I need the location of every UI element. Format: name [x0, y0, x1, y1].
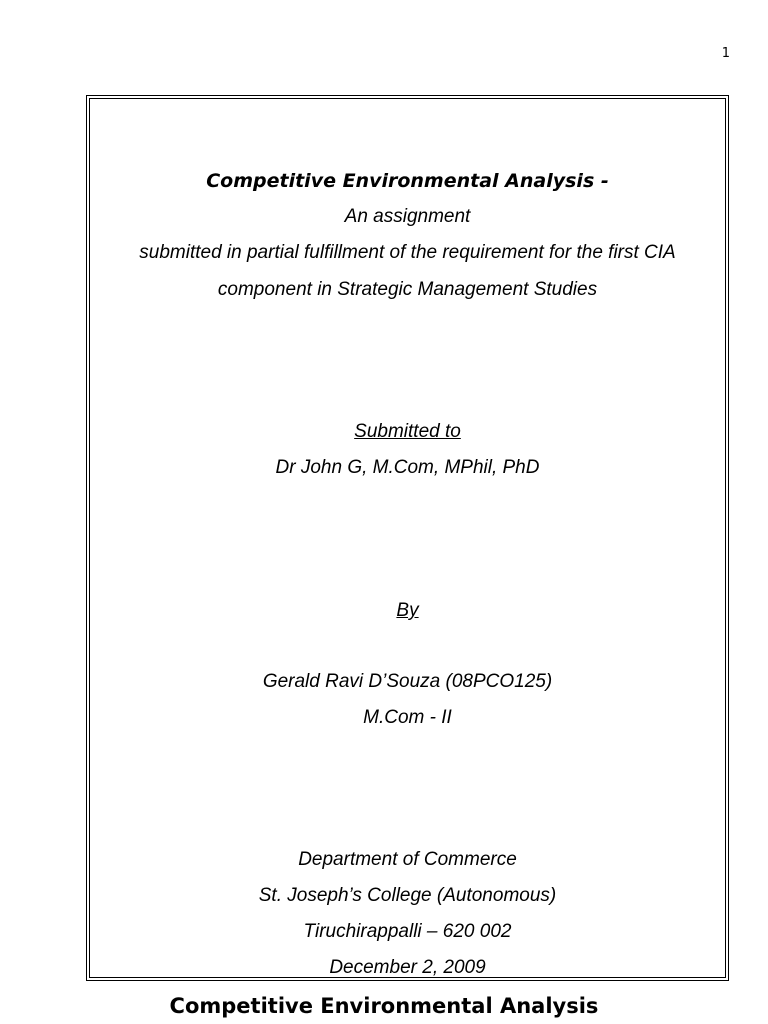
cover-border-inner	[89, 98, 726, 978]
author-name: Gerald Ravi D’Souza (08PCO125)	[262, 671, 553, 692]
cover-purpose-line2: component in Strategic Management Studies	[217, 279, 598, 300]
running-footer-title: Competitive Environmental Analysis	[169, 994, 599, 1018]
submitted-to-name: Dr John G, M.Com, MPhil, PhD	[275, 457, 540, 478]
by-label	[86, 599, 729, 623]
submitted-to-label-text: Submitted to	[354, 421, 461, 442]
page-number: 1	[721, 46, 730, 61]
cover-subtitle: An assignment	[344, 206, 471, 227]
cover-purpose-line1: submitted in partial fulfillment of the requirement for the first CIA	[139, 242, 676, 263]
submission-date: December 2, 2009	[329, 957, 486, 978]
by-label-text: By	[396, 600, 419, 621]
city: Tiruchirappalli – 620 002	[303, 921, 512, 942]
submitted-to-label	[86, 420, 729, 444]
department: Department of Commerce	[298, 849, 517, 870]
cover-title: Competitive Environmental Analysis -	[206, 170, 609, 192]
college: St. Joseph’s College (Autonomous)	[258, 885, 557, 906]
author-course: M.Com - II	[363, 707, 452, 728]
